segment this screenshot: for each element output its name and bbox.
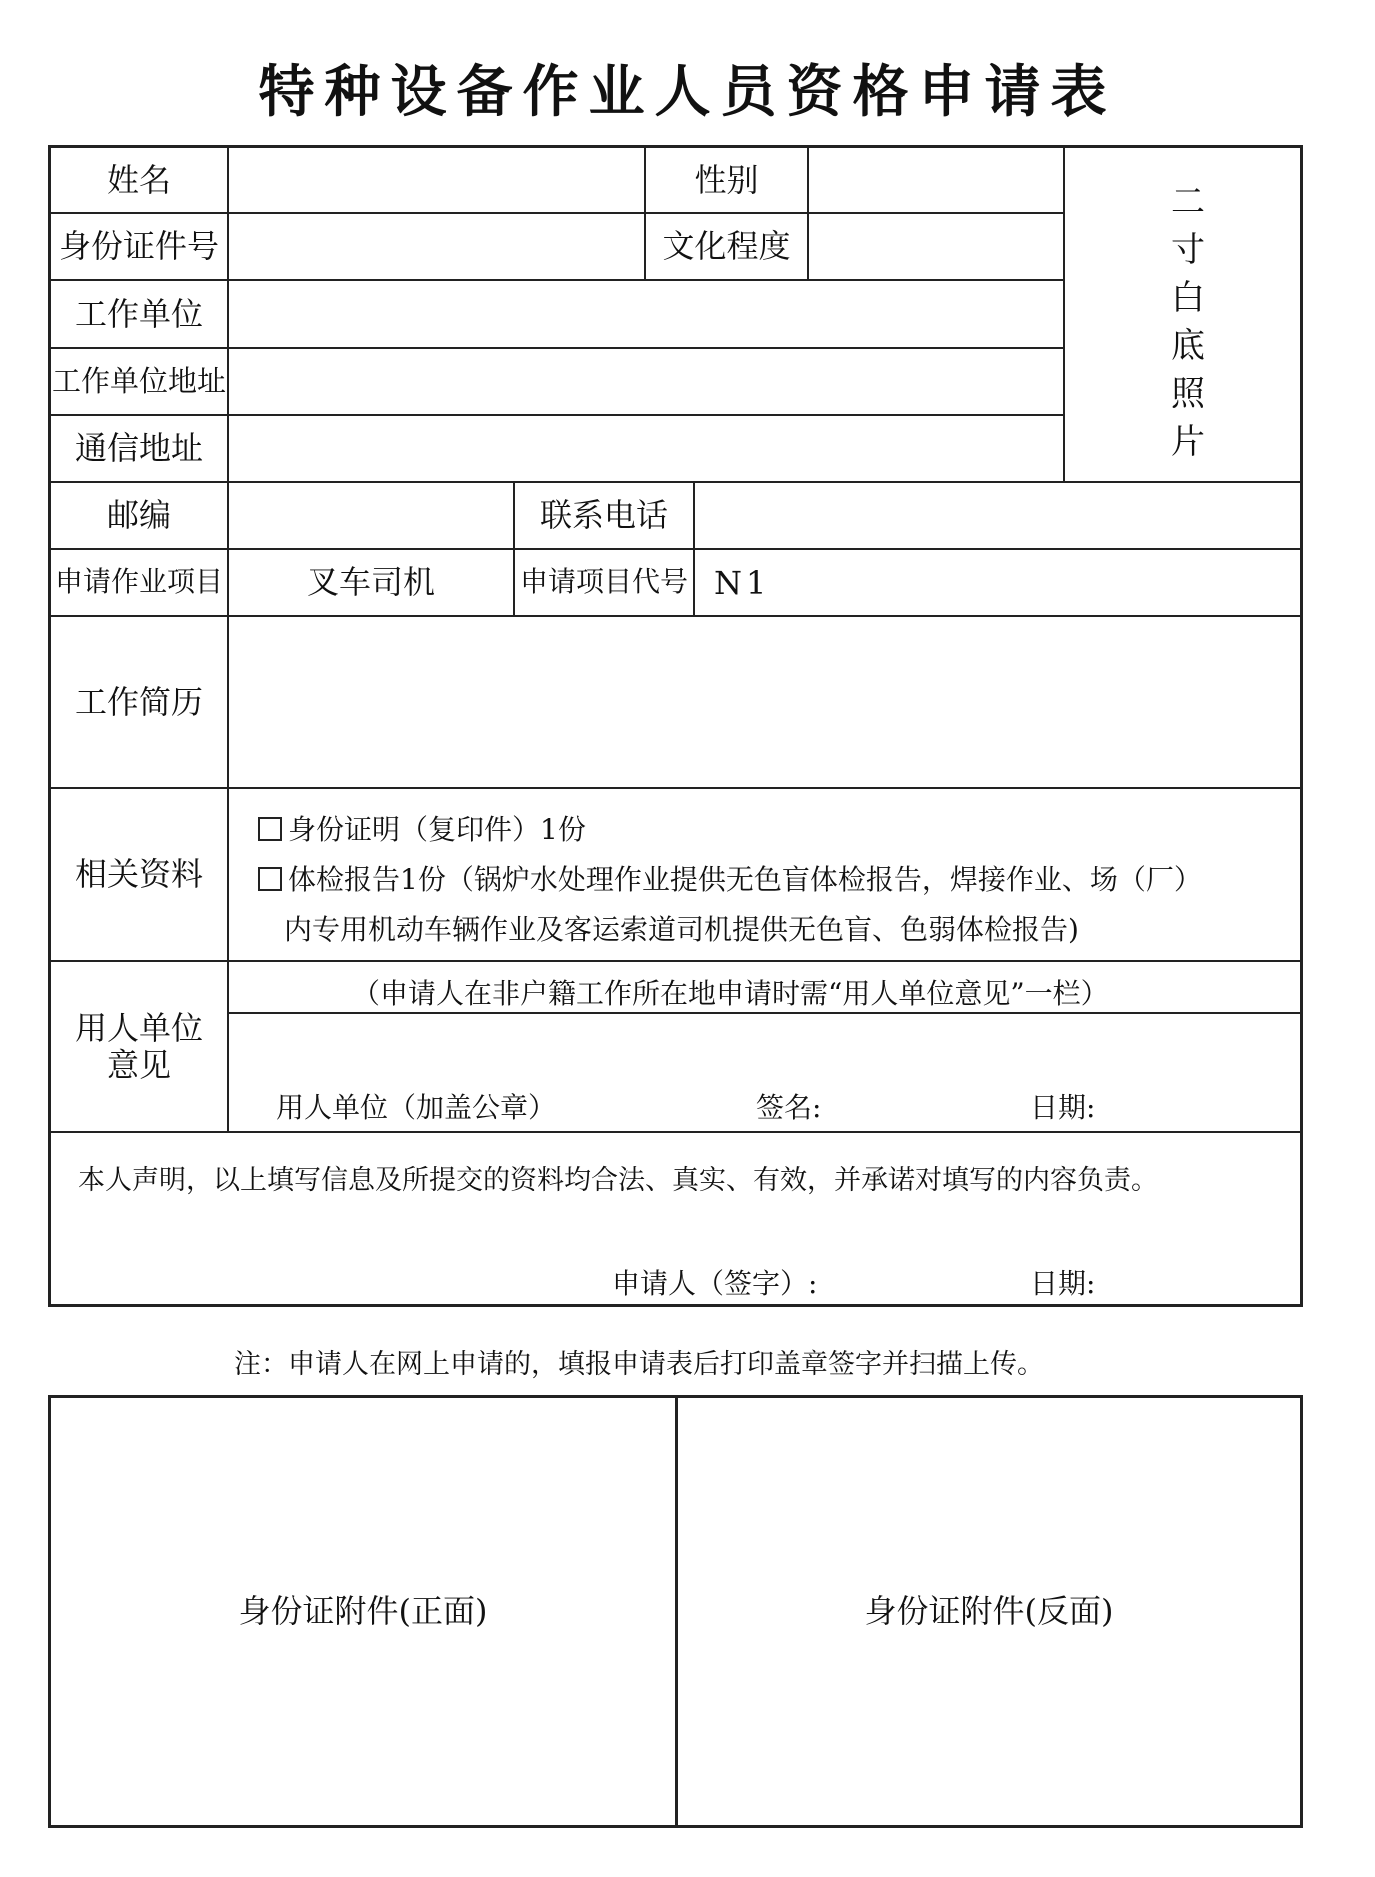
declaration-text: 本人声明，以上填写信息及所提交的资料均合法、真实、有效，并承诺对填写的内容负责。 — [78, 1165, 1158, 1196]
id-front-attachment[interactable]: 身份证附件(正面) — [238, 1592, 488, 1631]
employer-field[interactable] — [233, 281, 1061, 347]
employer-opinion-label-line: 用人单位 — [74, 1008, 203, 1047]
phone-field[interactable] — [701, 483, 1297, 548]
education-field[interactable] — [813, 214, 1061, 279]
postcode-label: 邮编 — [106, 496, 171, 535]
id-number-field[interactable] — [233, 214, 641, 279]
gender-field[interactable] — [813, 148, 1061, 212]
mailing-address-label: 通信地址 — [74, 429, 203, 468]
resume-field[interactable] — [233, 617, 1297, 787]
photo-char: 二 — [1171, 182, 1205, 222]
photo-char: 片 — [1171, 422, 1205, 462]
id-back-attachment[interactable]: 身份证附件(反面) — [864, 1592, 1114, 1631]
project-code-label: 申请项目代号 — [519, 565, 688, 599]
attach-border-right — [1300, 1395, 1303, 1828]
project-label: 申请作业项目 — [54, 565, 223, 599]
applicant-date-label[interactable]: 日期: — [1030, 1267, 1096, 1300]
project-code-field[interactable]: N1 — [714, 563, 771, 602]
material-item-id — [258, 808, 586, 848]
phone-label: 联系电话 — [539, 496, 668, 535]
materials-label: 相关资料 — [74, 855, 203, 894]
table-border-bottom — [48, 1304, 1303, 1307]
resume-label: 工作简历 — [74, 682, 203, 721]
applicant-sign-label[interactable]: 申请人（签字）: — [612, 1267, 818, 1300]
photo-char: 底 — [1171, 326, 1205, 366]
medical-report-checkbox[interactable] — [258, 867, 282, 891]
employer-address-label: 工作单位地址 — [51, 363, 226, 398]
employer-sign-label[interactable]: 签名: — [756, 1091, 822, 1124]
material-item-medical-cont: 内专用机动车辆作业及客运索道司机提供无色盲、色弱体检报告) — [284, 913, 1079, 946]
employer-opinion-label — [51, 962, 227, 1131]
id-number-label: 身份证件号 — [58, 227, 219, 266]
employer-address-field[interactable] — [233, 349, 1061, 414]
rule — [227, 145, 229, 1132]
gender-label: 性别 — [694, 160, 759, 199]
postcode-field[interactable] — [233, 483, 509, 548]
upload-note: 注：申请人在网上申请的，填报申请表后打印盖章签字并扫描上传。 — [234, 1349, 1044, 1380]
employer-opinion-label-line: 意见 — [106, 1045, 171, 1084]
project-field[interactable]: 叉车司机 — [306, 563, 435, 602]
material-item-medical — [258, 858, 1202, 898]
material-item-text: 身份证明（复印件）1份 — [288, 813, 586, 846]
photo-char: 寸 — [1171, 230, 1205, 270]
employer-label: 工作单位 — [74, 294, 203, 333]
employer-date-label[interactable]: 日期: — [1030, 1091, 1096, 1124]
education-label: 文化程度 — [662, 227, 791, 266]
name-field[interactable] — [233, 148, 641, 212]
name-label: 姓名 — [106, 160, 171, 199]
rule — [48, 1131, 1303, 1133]
rule — [228, 1012, 1303, 1014]
rule — [48, 787, 1303, 789]
photo-char: 白 — [1171, 278, 1205, 318]
mailing-address-field[interactable] — [233, 416, 1061, 481]
photo-char: 照 — [1171, 374, 1205, 414]
photo-placeholder[interactable] — [1168, 178, 1208, 466]
employer-opinion-note: （申请人在非户籍工作所在地申请时需“用人单位意见”一栏） — [352, 977, 1109, 1010]
material-item-text: 体检报告1份（锅炉水处理作业提供无色盲体检报告，焊接作业、场（厂） — [288, 863, 1202, 896]
rule — [807, 145, 809, 280]
rule — [48, 960, 1303, 962]
employer-seal-label: 用人单位（加盖公章） — [276, 1091, 557, 1124]
rule — [693, 481, 695, 616]
form-title: 特种设备作业人员资格申请表 — [258, 60, 1117, 125]
rule — [1063, 145, 1065, 482]
id-copy-checkbox[interactable] — [258, 817, 282, 841]
